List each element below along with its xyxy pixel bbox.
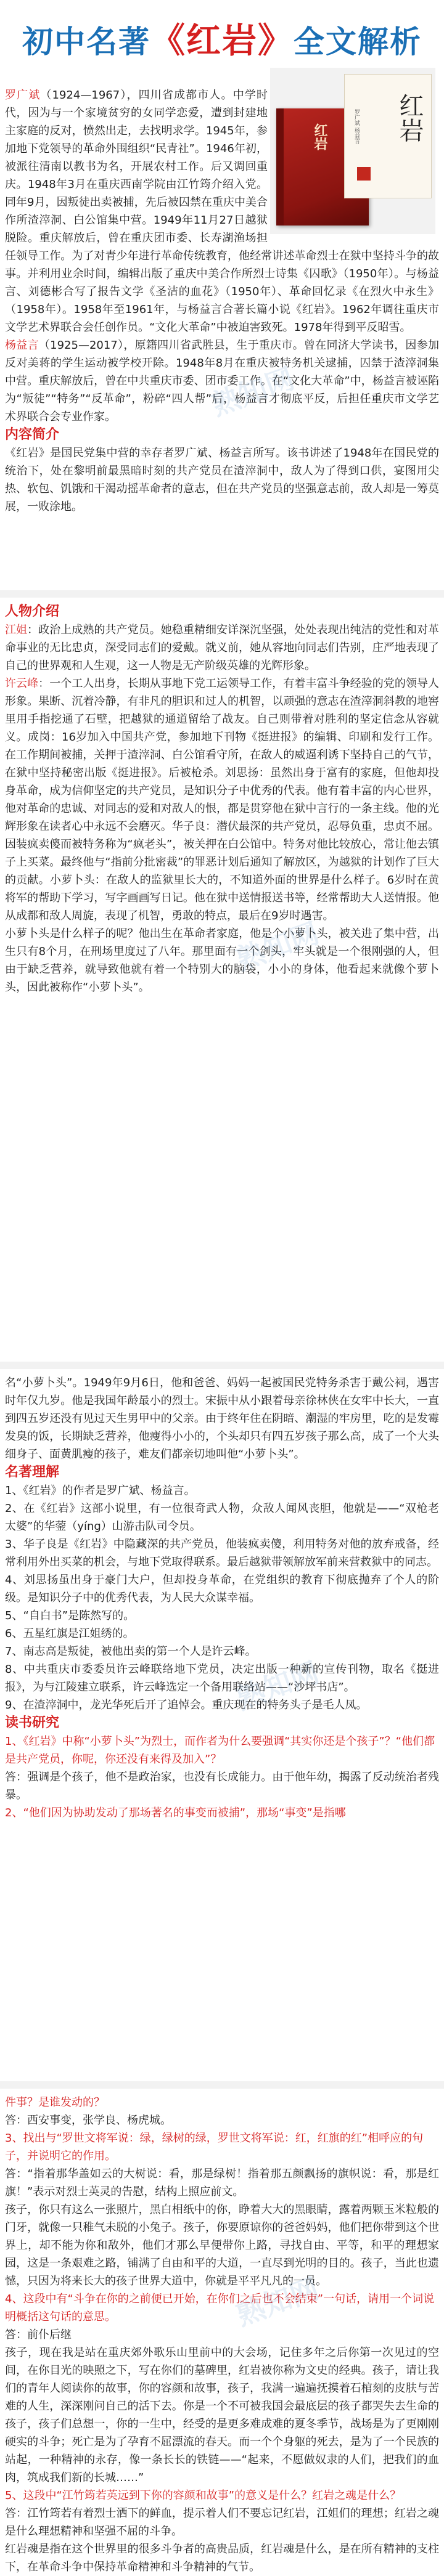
passage-paragraph: 孩子，你只有这么一张照片，黑白相纸中的你，睁着大大的黑眼睛，露着两颗玉米粒般的门牙，就像一只稚气未脱的小兔子。孩子，你要原谅你的爸爸妈妈，他们把你带到这个世界上，却不能为你和敌外，他们才那么早便带你上路，寻找自由、平等，和平的理想家园，这是一条艰难之路，铺满了自由和平的大道，一直尽到光明的目的。孩子，当此也遗憾，只因为将来长大的孩子世界大道中，你就是平平凡凡的一员。 xyxy=(5,2203,439,2288)
author2-name: 杨益言 xyxy=(5,339,39,352)
understanding-title: 名著理解 xyxy=(5,1465,60,1480)
watermark: 熟知网 xyxy=(231,2271,324,2332)
answer-line: 答：强调是个孩子，他不是政治家，也没有长成能力。由于他年幼，揭露了反动统治者残暴。 xyxy=(5,1771,439,1802)
page-header xyxy=(0,0,444,62)
characters-title: 人物介绍 xyxy=(5,604,60,619)
title-book: 《红岩》 xyxy=(150,21,294,61)
character-text: ：政治上成熟的共产党员。她稳重精细安详深沉坚强，处处表现出纯洁的党性和对革命事业的无比忠贞，深受同志们的爱戴。就义前，她从容地向同志们告别，庄严地表现了自己的世界观和人生观，这一人物是无产阶级英雄的光辉形象。 xyxy=(5,624,440,672)
qa-line: 8、中共重庆市委委员许云峰联络地下党员，决定出版一种新的宣传刊物，取名《挺进报》，为与江陵建立联系，许云峰选定一个备用联络站——“沙坪书店”。 xyxy=(5,1663,439,1694)
watermark: 熟知网 xyxy=(231,1655,324,1716)
qa-line: 9、在渣滓洞中，龙光华死后开了追悼会。重庆现在的特务头子是毛人凤。 xyxy=(5,1699,368,1712)
question-line: 3、找出与“罗世文将军说：绿，绿树的绿，罗世文将军说：红，红旗的红”相呼应的句子，并说明它的作用。 xyxy=(5,2132,424,2163)
character-text: ：一个工人出身，长期从事地下党工运领导工作，有着丰富斗争经验的党的领导人形象。果断、沉着冷静，有非凡的胆识和过人的机智，以顽强的意志在渣滓洞斜教的地窖里用手指挖通了石壁，把越狱的通道留给了战友。自己则带着对胜利的坚定信念从容就义。成岗：16岁加入中国共产党，参加地下刊物《挺进报》的编辑、印刷和发行工作。在工作期间被捕，关押于渣滓洞、白公馆看守所，在敌人的威逼利诱下坚持自己的气节，在狱中坚持秘密出版《挺进报》。后被枪杀。刘思扬：虽然出身于富有的家庭，但他却投身革命，成为信仰坚定的共产党员，是知识分子中优秀的代表。他有着丰富的内心世界，他对革命的忠诚、对同志的爱和对敌人的恨，都是贯穿他在狱中言行的一条主线。他的光辉形象在读者心中永远不会磨灭。华子良：潜伏最深的共产党员，忍辱负重，忠贞不屈。因装疯卖傻而被特务称为“疯老头”，被关押在白公馆中。特务对他比较放心，常让他去镇子上买菜。最终他与“指前分批密裁”的罪恶计划后通知了解放区，为越狱的计划作了巨大的贡献。小萝卜头：在敌人的监狱里长大的，不知道外面的世界是什么样子。6岁时在黄将军的帮助下学习，写字画画写日记。他在狱中送情报送书等，经常帮助大人送情报。他从成都和敌人周旋，表现了机智，勇敢的特点，最后在9岁时遇害。 xyxy=(5,677,440,922)
passage-paragraph: 孩子，现在我是站在重庆郊外歌乐山里前中的大会场，记住多年之后你第一次见过的空间，在你目光的映照之下，写在你们的墓碑里，红岩被你称为文史的经典。孩子，请让我们的青年人阅读你的故事，你的容颜和故事，孩子，我满一遍遍抚摸着石棺刻的皮肤与苦难的人生，深深刚问自己的活下去。你是一个不可被我国会最底层的孩子都哭失去生命的孩子，孩子们总想一，你的一生中，经受的是更多难成难的夏冬季节，战场是为了更刚刚硬实的斗争；死亡是为了孕育不屈漂流的春天。而一个个身躯的死去，是为了一个民族的站起，一种精神的永存，像一条长长的铁链——“起来，不愿做奴隶的人们，把我们的血肉，筑成我们新的长城……” xyxy=(5,2346,439,2484)
cover-authors: 罗广斌 杨益言 xyxy=(353,109,360,144)
qa-line: 6、五星红旗是江姐绣的。 xyxy=(5,1627,134,1640)
author2-full xyxy=(5,336,439,426)
author1-text-full: （1924—1967），四川省成都市人。中学时代，因为与一个家境贫穷的女同学恋爱，遭到封建地主家庭的反对，愤然出走，去找明求学。1945年，参加地下党领导的革命外围组织“民青社”。1946年初，被派往清南以教书为名，开展农村工作。后又调回重庆。1948年3月在重庆西南学院由江竹筠介绍入党。同年9月，因叛徒出卖被捕，先后被囚禁在重庆中美合作所渣滓洞、白公馆集中营。1949年11月27日越狱脱险。重庆解放后，曾在重庆团市委、长寿湖渔场担任领导工作。为了对青少年进行革命传统教育，他经常讲述革命烈士在狱中坚持斗争的故事。并利用业余时间，编辑出版了重庆中美合作所烈士诗集《囚歌》（1950年）。与杨益言、刘德彬合写了报告文学《圣洁的血花》（1950年）、革命回忆录《在烈火中永生》（1958年）。1958年至1961年，与杨益言合著长篇小说《红岩》。1962年调往重庆市文学艺术界联合会任创作员。“文化大革命”中被迫害致死。1978年得到平反昭雪。 xyxy=(5,89,439,334)
question-line: 1、《红岩》中称“小萝卜头”为烈士，而作者为什么要强调“其实你还是个孩子”？“他们都是共产党员，你呢，你还没有来得及加入”？ xyxy=(5,1735,435,1766)
character-xiaoluobotou: 小萝卜头是什么样子的呢？他出生在革命者家庭，他是个小萝卜头，被关进了集中营，出生只有8个月，在刑场里度过了八年。那里面有一个剑头，牢头就是一个很刚强的人，但由于缺乏营养，就导致他就有着一个特别大的脑袋，小小的身体，他看起来就像个萝卜头，因此被称作“小萝卜头”。 xyxy=(5,927,439,994)
author2-text: （1925—2017），原籍四川省武胜县，生于重庆市。曾在同济大学读书，因参加反对美蒋的学生运动被学校开除。1948年8月在重庆被特务机关逮捕，囚禁于渣滓洞集中营。重庆解放后，曾在中共重庆市委、团市委工作。在“文化大革命”中，杨益言被诬陷为“叛徒”“特务”“反革命”，粉碎“四人帮”后，杨益言才彻底平反，后担任重庆市文学艺术界联合会专业作家。 xyxy=(5,339,439,423)
character-jiangjie xyxy=(5,621,439,675)
qa-line: 4、刘思扬虽出身于豪门大户，但却投身革命，在党组织的教育下彻底抛弃了个人的阶级。是知识分子中的优秀代表，为人民大众谋幸福。 xyxy=(5,1574,439,1604)
qa-line: 2、在《红岩》这部小说里，有一位很奇武人物，众敌人闻风丧胆，他就是——“双枪老太婆”的华蓥（yíng）山游击队司令员。 xyxy=(5,1502,439,1533)
author-flow xyxy=(5,86,439,516)
question-line: 4、这段中有“斗争在你的之前便已开始，在你们之后也不会结束”一句话，请用一个词说明概括这句话的意思。 xyxy=(5,2293,435,2323)
watermark: 熟知网 xyxy=(231,916,324,977)
reading-title: 读书研究 xyxy=(5,1715,60,1731)
answer-line: 答：西安事变，张学良、杨虎城。 xyxy=(5,2114,171,2127)
float-spacer xyxy=(268,86,439,240)
character-xuyunfeng xyxy=(5,675,439,925)
watermark: 熟知网 xyxy=(207,361,299,422)
answer-line: 红岩魂是指在这个世界里的很多斗争者的高贵品质，红岩魂是什么，是在所有精神的支柱下，在革命斗争中保持革命精神和斗争精神的气节。 xyxy=(5,2543,439,2574)
divider xyxy=(0,1362,444,1369)
answer-line: 答：“指着那华盖如云的大树说：看，那是绿树！指着那五颜飘扬的旗帜说：看，那是红旗！”表示对烈士英灵的告慰，结构上照应前文。 xyxy=(5,2168,439,2198)
understanding-section xyxy=(5,1374,439,1822)
content-paragraph: 《红岩》是国民党集中营的幸存者罗广斌、杨益言所写。该书讲述了1948年在国民党的统治下，处在黎明前最黑暗时刻的共产党员在渣滓洞中，敌人为了得到口供，宴图用尖热、软包、饥饿和干渴动摇革命者的意志，但在共产党员的坚强意志前，敌人却是一筹莫展，一败涂地。 xyxy=(5,447,439,513)
qa-line: 7、南志高是叛徒，被他出卖的第一个人是许云峰。 xyxy=(5,1645,257,1658)
divider xyxy=(0,590,444,598)
content-section-title: 内容简介 xyxy=(5,427,60,442)
answer-line: 答：江竹筠若有着烈士洒下的鲜血，提示着人们不要忘记红岩，江姐们的理想；红岩之魂是什么理想精神和坚强不屈的斗争。 xyxy=(5,2507,439,2538)
qa-line: 3、华子良是《红岩》中隐藏深的共产党员，他装疯卖傻，利用特务对他的放弃戒备，经常利用外出买菜的机会，与地下党取得联系。最后越狱带领解放军前来营救狱中的同志。 xyxy=(5,1538,439,1569)
xiaoluobotou-lead: 名“小萝卜头”。1949年9月6日，他和爸爸、妈妈一起被国民党特务杀害于戴公祠，遇害时年仅九岁。他是我国年龄最小的烈士。宋振中从小跟着母亲徐林侠在女牢中长大，一直到四五岁还没有见过天生男甲中的父亲。由于终年住在阴暗、潮湿的牢房里，吃的是发霉发臭的饭，长期缺乏营养，他瘦得小小的，个头却只有四五岁孩子那么高，成了一个大头细身子、面黄肌瘦的孩子，难友们都亲切地叫他“小萝卜头”。 xyxy=(5,1376,439,1461)
page-title xyxy=(0,14,444,63)
character-name: 江姐 xyxy=(5,624,28,636)
title-suffix: 全文解析 xyxy=(294,24,422,60)
reading-section xyxy=(5,2094,439,2576)
author1-name-full: 罗广斌 xyxy=(5,89,41,102)
title-prefix: 初中名著 xyxy=(22,24,150,60)
divider xyxy=(0,2081,444,2089)
answer-line: 答：前仆后继 xyxy=(5,2328,72,2341)
qa-line: 1、《红岩》的作者是罗广斌、杨益言。 xyxy=(5,1484,195,1497)
character-name: 许云峰 xyxy=(5,677,39,690)
book-title-text: 红岩 xyxy=(312,123,327,150)
question-line: 5、这段中“江竹筠若英远到下你的容颜和故事”的意义是什么？红岩之魂是什么？ xyxy=(5,2489,401,2502)
qa-line: 5、“自白书”是陈然写的。 xyxy=(5,1609,135,1622)
question-line: 2、“他们因为协助发动了那场著名的事变而被捕”，那场“事变”是指哪 xyxy=(5,1806,346,1819)
question-line: 件事？是谁发动的？ xyxy=(5,2096,105,2109)
characters-section xyxy=(5,603,439,996)
cover-calligraphy: 红岩 xyxy=(395,93,424,142)
